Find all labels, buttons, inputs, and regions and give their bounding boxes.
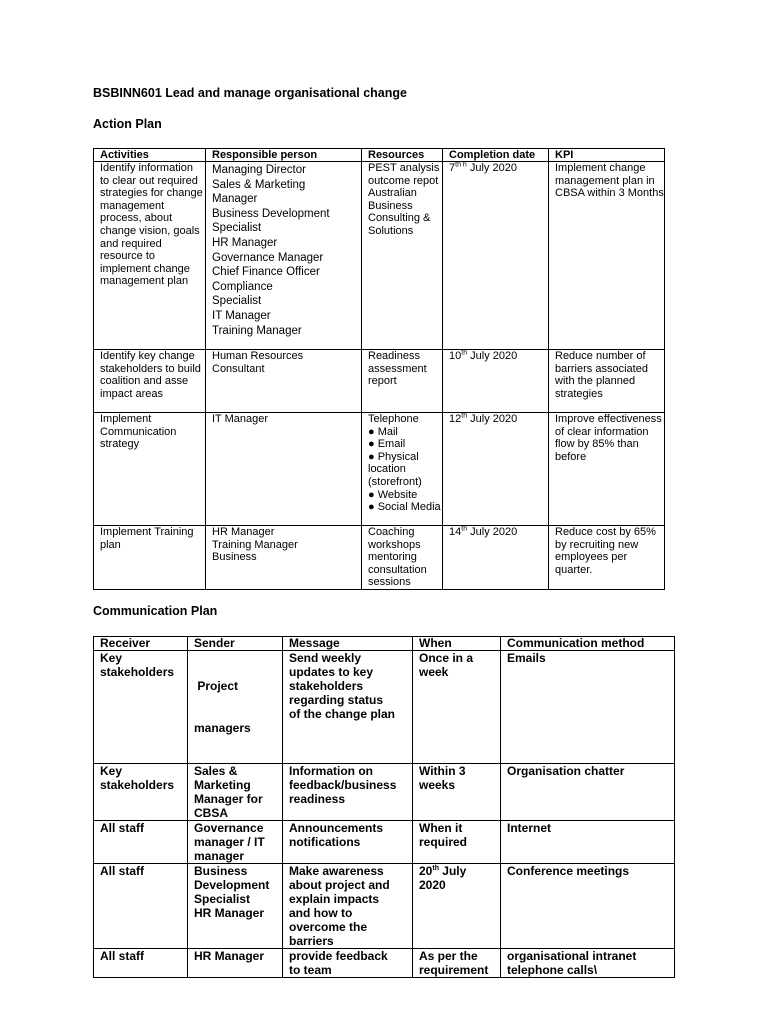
kpi-cell: Reduce cost by 65% by recruiting new employees per quarter. — [549, 526, 665, 590]
responsible-line: Training Manager — [212, 538, 298, 551]
resource-bullet: ● Website — [368, 488, 418, 501]
kpi-cell: Implement change management plan in CBSA within 3 Months — [549, 162, 665, 350]
resources-cell: Readiness assessment report — [362, 350, 443, 413]
activity-cell: Identify key change stakeholders to build coalition and asse impact areas — [94, 350, 206, 413]
responsible-line: Specialist — [212, 295, 262, 308]
sender-cell: Governance manager / IT manager — [188, 821, 283, 864]
table-row — [94, 764, 675, 821]
when-cell: As per the requirement — [413, 949, 501, 978]
column-header: Activities — [94, 149, 206, 162]
when-cell: Once in a week — [413, 651, 501, 764]
message-cell: Make awareness about project and explain impacts and how to overcome the barriers — [283, 864, 413, 949]
kpi-cell: Improve effectiveness of clear information flow by 85% than before — [549, 413, 665, 526]
receiver-cell: All staff — [94, 949, 188, 978]
column-header: Message — [283, 637, 413, 651]
responsible-line: HR Manager — [212, 526, 275, 538]
completion-date-cell: 12th July 2020 — [443, 413, 549, 526]
responsible-cell — [206, 162, 362, 350]
receiver-cell: All staff — [94, 864, 188, 949]
table-row — [94, 413, 665, 526]
responsible-cell: IT Manager — [206, 413, 362, 526]
table-row — [94, 864, 675, 949]
activity-cell: Implement Communication strategy — [94, 413, 206, 526]
communication-plan-table — [93, 636, 675, 978]
activity-cell: Identify information to clear out required strategies for change management process, about change vision, goals and required resource to implement change management plan — [94, 162, 206, 350]
method-cell: Organisation chatter — [501, 764, 675, 821]
table-row — [94, 350, 665, 413]
completion-date-cell: 10th July 2020 — [443, 350, 549, 413]
responsible-line: Consultant — [212, 362, 265, 375]
responsible-line: Governance Manager — [212, 251, 324, 264]
responsible-line: Specialist — [212, 222, 262, 235]
responsible-line: Chief Finance Officer — [212, 266, 320, 279]
responsible-line: Business Development — [212, 207, 330, 220]
communication-plan-heading: Communication Plan — [93, 604, 218, 618]
responsible-line: Manager — [212, 193, 258, 206]
sender-cell: HR Manager — [188, 949, 283, 978]
receiver-cell: All staff — [94, 821, 188, 864]
column-header: Resources — [362, 149, 443, 162]
when-cell: When it required — [413, 821, 501, 864]
responsible-line: Managing Director — [212, 164, 306, 176]
resource-bullet: ● Physical location (storefront) — [368, 450, 422, 488]
responsible-line: Compliance — [212, 280, 273, 293]
table-header-row — [94, 637, 675, 651]
action-plan-table — [93, 148, 665, 590]
table-header-row — [94, 149, 665, 162]
activity-cell: Implement Training plan — [94, 526, 206, 590]
table-row — [94, 162, 665, 350]
responsible-line: IT Manager — [212, 309, 271, 322]
resource-item: Telephone — [368, 413, 419, 425]
column-header: Completion date — [443, 149, 549, 162]
when-cell: 20th July 2020 — [413, 864, 501, 949]
sender-cell: Project managers — [188, 651, 283, 764]
method-cell: organisational intranet telephone calls\ — [501, 949, 675, 978]
resource-item: Australian Business Consulting & Solutions — [368, 187, 431, 237]
responsible-line: Sales & Marketing — [212, 178, 306, 191]
resource-bullet: ● Social Media — [368, 501, 441, 514]
responsible-line: Human Resources — [212, 350, 304, 362]
table-row — [94, 821, 675, 864]
sender-cell: Sales & Marketing Manager for CBSA — [188, 764, 283, 821]
resource-bullet: ● Email — [368, 438, 406, 451]
completion-date-cell: 14th July 2020 — [443, 526, 549, 590]
resources-cell: Coaching workshops mentoring consultation sessions — [362, 526, 443, 590]
column-header: KPI — [549, 149, 665, 162]
method-cell: Conference meetings — [501, 864, 675, 949]
resource-item: PEST analysis outcome repot — [368, 162, 440, 187]
resources-cell — [362, 413, 443, 526]
column-header: When — [413, 637, 501, 651]
message-cell: Send weekly updates to key stakeholders regarding status of the change plan — [283, 651, 413, 764]
responsible-line: HR Manager — [212, 236, 278, 249]
column-header: Sender — [188, 637, 283, 651]
table-row — [94, 949, 675, 978]
message-cell: provide feedback to team — [283, 949, 413, 978]
method-cell: Emails — [501, 651, 675, 764]
responsible-line: Business — [212, 551, 257, 564]
when-cell: Within 3 weeks — [413, 764, 501, 821]
responsible-cell — [206, 526, 362, 590]
table-row — [94, 526, 665, 590]
completion-date-cell: $7^{th h}$ July 2020 — [443, 162, 549, 350]
table-row — [94, 651, 675, 764]
column-header: Communication method — [501, 637, 675, 651]
responsible-cell — [206, 350, 362, 413]
resources-cell — [362, 162, 443, 350]
responsible-line: Training Manager — [212, 324, 302, 337]
action-plan-heading: Action Plan — [93, 117, 162, 131]
receiver-cell: Key stakeholders — [94, 764, 188, 821]
resource-bullet: ● Mail — [368, 425, 398, 438]
message-cell: Announcements notifications — [283, 821, 413, 864]
sender-cell: Business Development Specialist HR Manager — [188, 864, 283, 949]
column-header: Receiver — [94, 637, 188, 651]
column-header: Responsible person — [206, 149, 362, 162]
method-cell: Internet — [501, 821, 675, 864]
receiver-cell: Key stakeholders — [94, 651, 188, 764]
kpi-cell: Reduce number of barriers associated with the planned strategies — [549, 350, 665, 413]
message-cell: Information on feedback/business readiness — [283, 764, 413, 821]
document-title: BSBINN601 Lead and manage organisational change — [93, 86, 407, 100]
